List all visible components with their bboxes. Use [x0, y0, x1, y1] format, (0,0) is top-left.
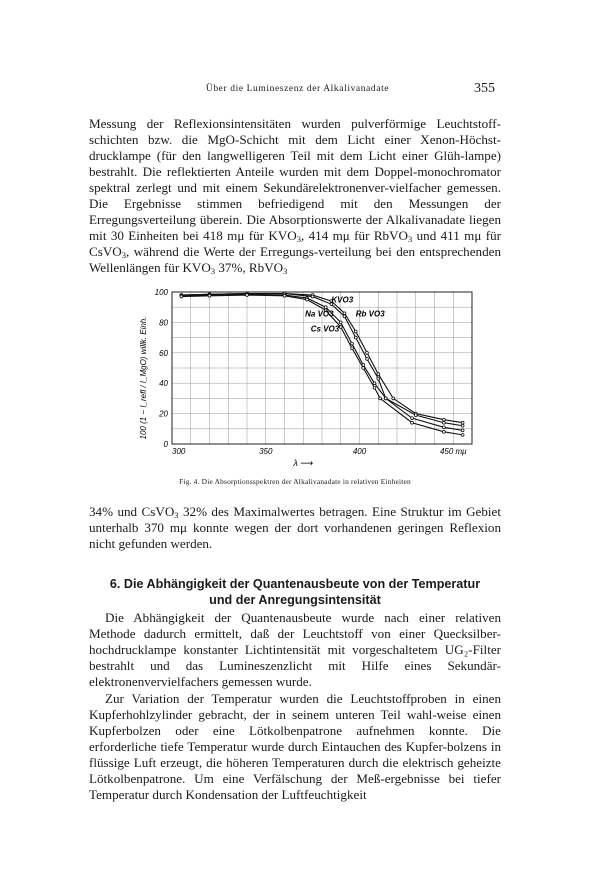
data-point-KVO3 [343, 312, 346, 315]
data-point-NaVO3 [324, 306, 327, 309]
data-point-CsVO3 [461, 433, 464, 436]
running-head [0, 81, 595, 98]
x-axis-label: λ ⟶ [293, 458, 314, 468]
figure-caption: Fig. 4. Die Absorptionsspektren der Alkalivanadate in relativen Einheiten [179, 477, 411, 486]
y-tick-label: 100 [154, 288, 168, 297]
paragraph-1: Messung der Reflexionsintensitäten wurden pulverförmige Leuchtstoff-schichten bzw. die MgO-Schicht mit dem Licht einer Xenon-Höchst-drucklampe (für den langwelligeren Teil mit dem Licht einer Glüh-lampe) bestrahlt. Die reflektierten Anteile wurden mit dem Doppel-monochromator spektral zerlegt und mit einem Sekundärelektronenver-vielfacher gemessen. Die Ergebnisse stimmen befriedigend mit den Messungen der Erregungsverteilung überein. Die Absorptionswerte der Alkalivanadate liegen mit 30 Einheiten bei 418 mμ für $KVO_3$, 414 mμ für RbVO$_3$ und 411 mμ für CsVO$_3$, während die Werte der Erregungs-verteilung bei den entsprechenden Wellenlängen für $KVO_3$ 37%, RbVO$_3$ [89, 116, 501, 277]
data-point-NaVO3 [442, 426, 445, 429]
x-tick-label: 450 mμ [439, 447, 467, 456]
data-point-KVO3 [366, 351, 369, 354]
running-title: Über die Lumineszenz der Alkalivanadate [205, 84, 390, 94]
absorption-chart-svg [120, 280, 500, 480]
paragraph-2: 34% und CsVO$_3$ 32% des Maximalwertes betragen. Eine Struktur im Gebiet unterhalb 370 mμ konnte wegen der dort vorhandenen geringen Reflexion nicht gefunden werden. [89, 504, 501, 552]
data-point-NaVO3 [411, 417, 414, 420]
data-point-RbVO3 [461, 424, 464, 427]
data-point-CsVO3 [373, 386, 376, 389]
data-point-KVO3 [461, 421, 464, 424]
curve-label: Rb VO3 [355, 309, 385, 319]
paragraph-3 [89, 610, 501, 690]
data-point-CsVO3 [411, 421, 414, 424]
y-tick-label: 40 [159, 379, 168, 389]
data-point-KVO3 [392, 397, 395, 400]
data-point-CsVO3 [339, 326, 342, 329]
data-point-NaVO3 [384, 397, 387, 400]
data-point-KVO3 [442, 418, 445, 421]
paragraph-1-text-b: , 414 mμ für RbVO [300, 228, 409, 244]
y-tick-label: 0 [163, 440, 168, 449]
paragraph-1-text-e: 37%, RbVO [215, 260, 284, 276]
y-tick-label: 60 [159, 348, 168, 358]
data-point-CsVO3 [379, 397, 382, 400]
y-tick-label: 80 [159, 318, 168, 328]
data-point-CsVO3 [283, 294, 286, 297]
curve-label: Cs VO3 [310, 324, 340, 334]
data-point-CsVO3 [351, 347, 354, 350]
page-number: 355 [474, 81, 495, 96]
curve-label: Na VO3 [305, 309, 334, 319]
data-point-RbVO3 [377, 377, 380, 380]
data-point-RbVO3 [366, 357, 369, 360]
data-point-CsVO3 [180, 295, 183, 298]
paragraph-1-text-a: Messung der Reflexionsintensitäten wurden pulverförmige Leuchtstoff-schichten bzw. die MgO-Schicht mit dem Licht einer Xenon-Höchst-drucklampe (für den langwelligeren Teil mit dem Licht einer Glüh-lampe) bestrahlt. Die reflektierten Anteile wurden mit dem Doppel-monochromator spektral zerlegt und mit einem Sekundärelektronenver-vielfacher gemessen. Die Ergebnisse stimmen befriedigend mit den Messungen der Erregungsverteilung überein. Die Absorptionswerte der Alkalivanadate liegen mit 30 Einheiten bei 418 mμ für KVO [89, 116, 501, 244]
data-point-RbVO3 [343, 315, 346, 318]
paragraph-4-text: Zur Variation der Temperatur wurden die Leuchtstoffproben in einen Kupferhohlzylinder gebracht, der in seinem unteren Teil wahl-weise einen Kupferbolzen oder eine Lötkolbenpatrone aufnehmen konnte. Die erforderliche tiefe Temperatur wurde durch Eintauchen des Kupfer-bolzens in flüssige Luft erzeugt, die höheren Temperaturen durch die elektrisch geheizte Lötkolbenpatrone. Um eine Verfälschung der Meß-ergebnisse bei tiefer Temperatur durch Kondensation der Luftfeuchtigkeit [89, 691, 501, 803]
paragraph-1-text-d: , während die Werte der Erregungs-verteilung bei den entsprechenden Wellenlängen für KVO [89, 244, 501, 276]
paragraph-4 [89, 691, 501, 803]
data-point-CsVO3 [306, 298, 309, 301]
data-point-CsVO3 [246, 294, 249, 297]
data-point-NaVO3 [351, 342, 354, 345]
data-point-RbVO3 [442, 421, 445, 424]
paragraph-3-text: Die Abhängigkeit der Quantenausbeute wurde nach einer relativen Methode dadurch ermittelt, daß der Leuchtstoff von einer Quecksilber-hochdrucklampe konstanter Lichtintensität mit vorgeschaltetem UG₂-Filter bestrahlt und das Lumineszenzlicht mit Hilfe eines Sekundär-elektronenvervielfachers gemessen wurde. [89, 610, 501, 690]
data-point-RbVO3 [311, 295, 314, 298]
x-tick-label: 400 [352, 447, 367, 456]
y-axis-label: 100 (1 − I_refl / I_MgO) willk. Einh. [139, 316, 148, 440]
x-tick-label: 300 [172, 447, 186, 456]
section-heading-line-2: und der Anregungsintensität [209, 593, 381, 607]
data-point-NaVO3 [339, 321, 342, 324]
data-point-KVO3 [377, 373, 380, 376]
curve-label: KVO3 [331, 295, 354, 305]
section-heading-line-1: 6. Die Abhängigkeit der Quantenausbeute von der Temperatur [109, 577, 481, 591]
data-point-CsVO3 [362, 367, 365, 370]
y-tick-label: 20 [159, 409, 168, 419]
data-point-CsVO3 [442, 430, 445, 433]
paragraph-1-text-c: und 411 mμ für CsVO [89, 228, 501, 260]
paragraph-2-text-a: 34% und CsVO [89, 504, 175, 519]
section-heading [89, 576, 501, 608]
data-point-CsVO3 [208, 294, 211, 297]
x-tick-label: 350 [259, 447, 273, 456]
absorption-chart [120, 280, 500, 490]
paragraph-2-text-b: 32% des Maximalwertes betragen. Eine Struktur im Gebiet unterhalb 370 mμ konnte wegen der dort vorhandenen geringen Reflexion nicht gefunden werden. [89, 504, 501, 552]
data-point-RbVO3 [354, 336, 357, 339]
data-point-NaVO3 [461, 429, 464, 432]
data-point-NaVO3 [373, 382, 376, 385]
data-point-KVO3 [354, 330, 357, 333]
data-point-RbVO3 [414, 414, 417, 417]
